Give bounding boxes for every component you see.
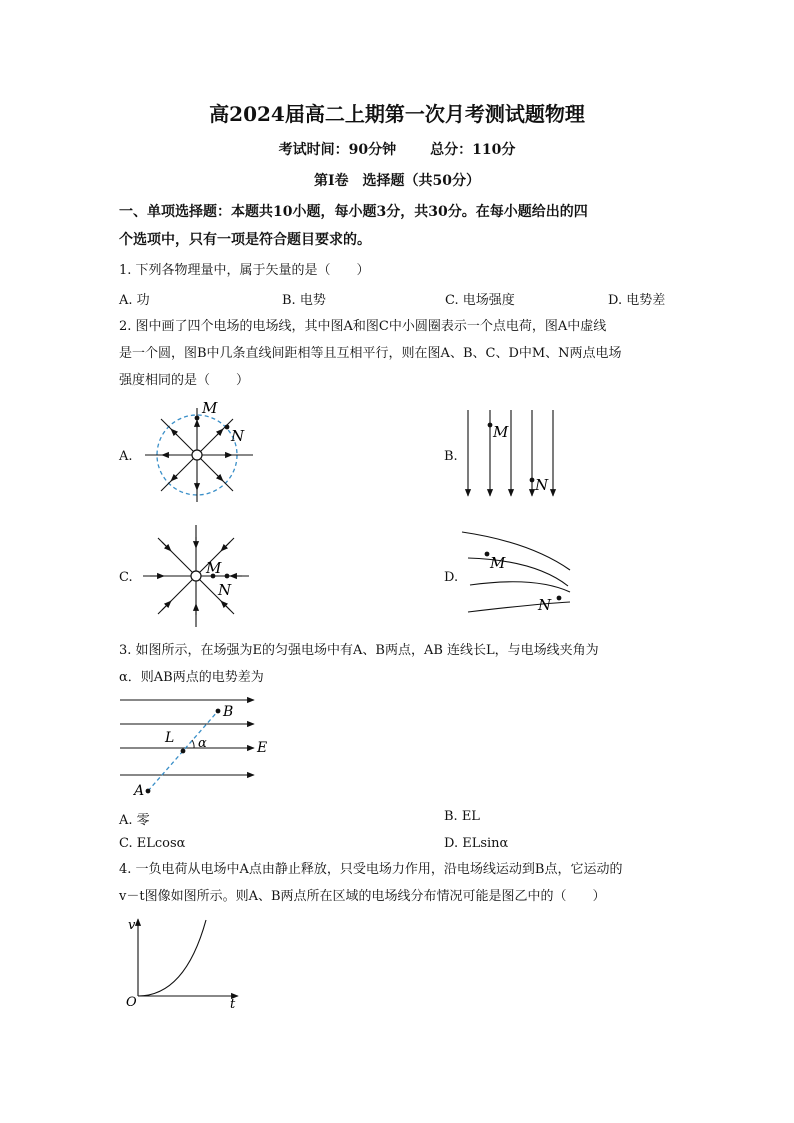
- q2-label-a: A.: [119, 449, 133, 464]
- point-n: [530, 478, 535, 483]
- label-m: M: [490, 554, 506, 572]
- point-n: [225, 425, 230, 430]
- section-heading-line2: 个选项中，只有一项是符合题目要求的。: [119, 232, 371, 248]
- label-v: v: [128, 918, 136, 933]
- q1-option-a: A. 功: [119, 293, 150, 308]
- q3-option-b: B. EL: [444, 809, 480, 824]
- point-b: [216, 709, 221, 714]
- q4-vt-graph: [120, 914, 250, 1012]
- q1-stem: 1. 下列各物理量中，属于矢量的是（ ）: [119, 263, 370, 278]
- q3-option-a: A. 零: [119, 813, 150, 828]
- q2-figure-d: [460, 528, 575, 618]
- q3-option-d: D. ELsinα: [444, 836, 509, 851]
- point-m: [195, 416, 200, 421]
- point-a: [146, 789, 151, 794]
- q4-stem-line2: v－t图像如图所示。则A、B两点所在区域的电场线分布情况可能是图乙中的（ ）: [119, 889, 606, 904]
- field-lines-d: [462, 532, 570, 612]
- label-alpha: α: [198, 736, 207, 751]
- point-m: [488, 423, 493, 428]
- q2-figure-b: [460, 408, 570, 503]
- vt-curve: [138, 920, 206, 996]
- label-a: A: [134, 783, 145, 799]
- q3-stem-line1: 3. 如图所示，在场强为E的匀强电场中有A、B两点，AB 连线长L，与电场线夹角为: [119, 643, 599, 658]
- q3-stem-line2: α．则AB两点的电势差为: [119, 670, 264, 685]
- q2-figure-a: [135, 398, 265, 513]
- uniform-field-lines: [120, 700, 254, 775]
- point-m: [485, 552, 490, 557]
- part-heading: 第Ⅰ卷 选择题（共50分）: [313, 173, 481, 189]
- q1-option-d: D. 电势差: [608, 293, 666, 308]
- angle-arc: [192, 740, 194, 748]
- point-charge: [191, 571, 201, 581]
- label-m: M: [206, 559, 222, 577]
- label-m: M: [493, 423, 509, 441]
- label-n: N: [538, 596, 552, 614]
- q3-option-c: C. ELcosα: [119, 836, 186, 851]
- q4-stem-line1: 4. 一负电荷从电场中A点由静止释放，只受电场力作用，沿电场线运动到B点，它运动的: [119, 862, 623, 877]
- q2-figure-c: [140, 522, 255, 630]
- label-l: L: [165, 730, 175, 746]
- label-m: M: [202, 399, 218, 417]
- q3-figure: [118, 695, 278, 800]
- label-o: O: [126, 995, 137, 1010]
- point-n: [557, 596, 562, 601]
- point-n: [225, 574, 230, 579]
- q1-option-c: C. 电场强度: [445, 293, 515, 308]
- label-n: N: [218, 581, 232, 599]
- label-n: N: [231, 427, 245, 445]
- q2-label-d: D.: [444, 570, 459, 585]
- page-title: 高2024届高二上期第一次月考测试题物理: [209, 102, 585, 126]
- label-b: B: [223, 704, 234, 720]
- exam-time: 考试时间：90分钟: [278, 142, 397, 158]
- q2-stem-line1: 2. 图中画了四个电场的电场线，其中图A和图C中小圆圈表示一个点电荷，图A中虚线: [119, 319, 607, 334]
- exam-score: 总分：110分: [430, 142, 516, 158]
- point-mid: [181, 749, 186, 754]
- q2-label-b: B.: [444, 449, 458, 464]
- q2-stem-line2: 是一个圆，图B中几条直线间距相等且互相平行，则在图A、B、C、D中M、N两点电场: [119, 346, 622, 361]
- q1-option-b: B. 电势: [282, 293, 326, 308]
- label-t: t: [230, 997, 236, 1012]
- q2-label-c: C.: [119, 570, 133, 585]
- exam-meta: [0, 139, 794, 159]
- point-charge: [192, 450, 202, 460]
- q2-stem-line3: 强度相同的是（ ）: [119, 373, 250, 388]
- label-e: E: [257, 740, 268, 756]
- label-n: N: [535, 476, 549, 494]
- section-heading-line1: 一、单项选择题：本题共10小题，每小题3分，共30分。在每小题给出的四: [119, 204, 588, 220]
